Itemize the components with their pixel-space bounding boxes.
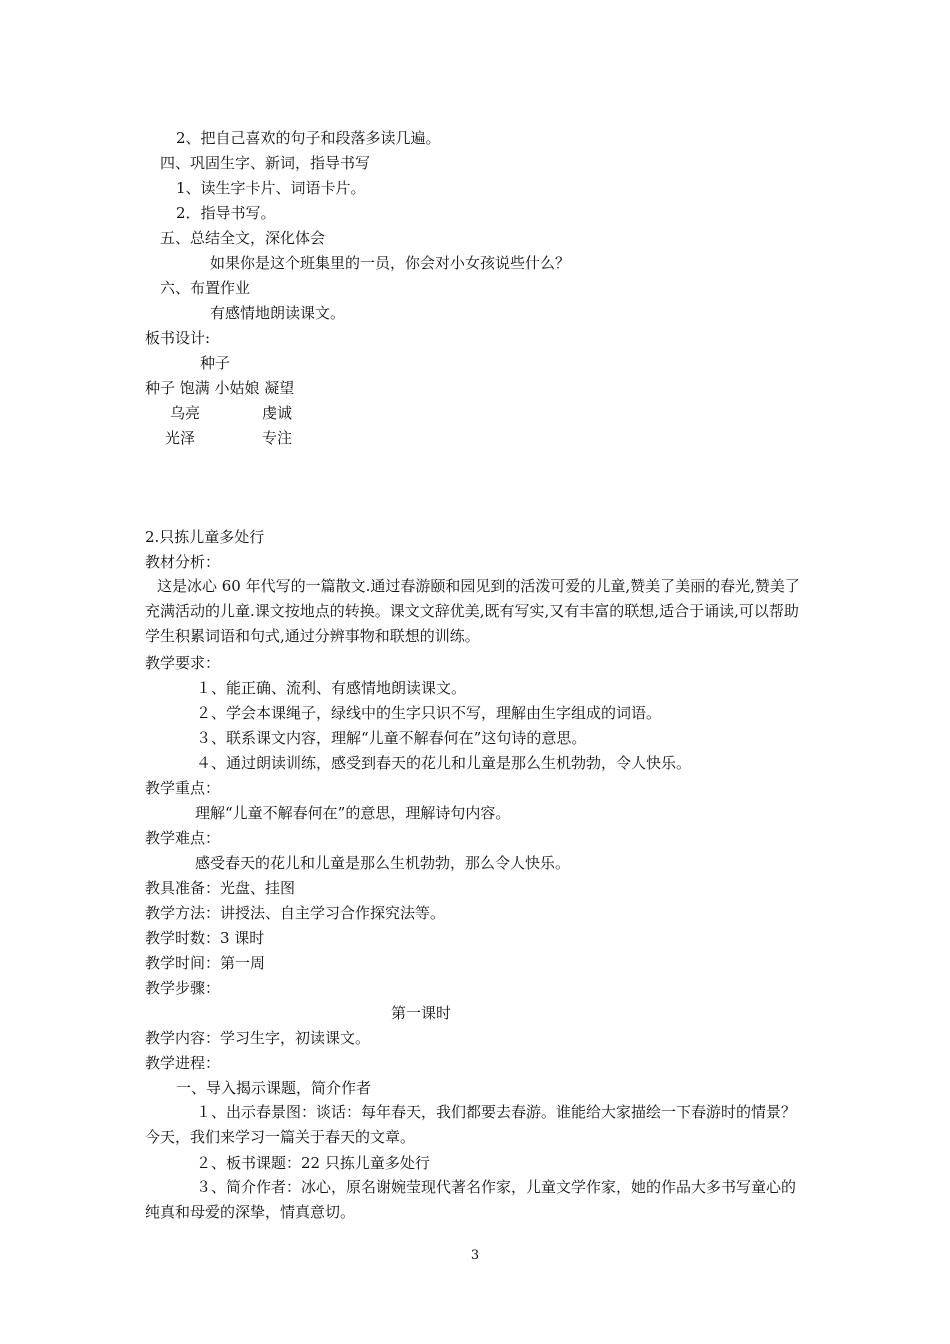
teaching-tools: 教具准备：光盘、挂图 xyxy=(145,879,296,897)
lesson-period-title: 第一课时 xyxy=(391,1004,452,1022)
teaching-method: 教学方法：讲授法、自主学习合作探究法等。 xyxy=(145,904,446,922)
key-point-label: 教学重点： xyxy=(145,779,221,797)
analysis-paragraph: 这是冰心 60 年代写的一篇散文.通过春游颐和园见到的活泼可爱的儿童,赞美了美丽的春光,赞美了充满活动的儿童.课文按地点的转换。课文文辞优美,既有写实,又有丰富的联想,适合于诵读,可以帮助学生积累词语和句式,通过分辨事物和联想的训练。 xyxy=(145,577,800,645)
steps-label: 教学步骤： xyxy=(145,979,221,997)
requirement-item: ２、学会本课绳子，绿线中的生字只识不写，理解由生字组成的词语。 xyxy=(196,704,662,722)
text-line: 有感情地朗读课文。 xyxy=(210,304,346,322)
board-word: 虔诚 xyxy=(262,404,293,422)
board-word: 专注 xyxy=(262,429,293,447)
step-item: ３、简介作者：冰心，原名谢婉莹现代著名作家，儿童文学作家，她的作品大多书写童心的纯真和母爱的深挚，情真意切。 xyxy=(145,1178,797,1221)
board-title: 种子 xyxy=(200,354,231,372)
board-label: 板书设计: xyxy=(145,329,211,347)
text-line: 如果你是这个班集里的一员，你会对小女孩说些什么？ xyxy=(210,254,571,272)
teaching-hours: 教学时数：3 课时 xyxy=(145,929,265,947)
step-heading: 一、导入揭示课题，简介作者 xyxy=(176,1079,372,1097)
text-line: 2．指导书写。 xyxy=(176,204,276,222)
analysis-label: 教材分析： xyxy=(145,553,221,571)
section-heading: 六、布置作业 xyxy=(160,279,251,297)
difficulty-label: 教学难点： xyxy=(145,829,221,847)
process-label: 教学进程： xyxy=(145,1054,221,1072)
text-line: 2、把自己喜欢的句子和段落多读几遍。 xyxy=(176,129,441,147)
difficulty-text: 感受春天的花儿和儿童是那么生机勃勃，那么令人快乐。 xyxy=(195,854,571,872)
board-row: 种子 饱满 小姑娘 凝望 xyxy=(145,379,295,397)
key-point-text: 理解“儿童不解春何在”的意思，理解诗句内容。 xyxy=(195,804,511,822)
board-word: 光泽 xyxy=(165,429,196,447)
page-number: 3 xyxy=(470,1248,480,1263)
teaching-content: 教学内容：学习生字，初读课文。 xyxy=(145,1029,371,1047)
section-heading: 四、巩固生字、新词，指导书写 xyxy=(160,154,371,172)
section-heading: 五、总结全文，深化体会 xyxy=(160,229,326,247)
lesson-title: 2.只拣儿童多处行 xyxy=(145,528,265,546)
requirement-item: １、能正确、流利、有感情地朗读课文。 xyxy=(196,679,467,697)
requirement-item: ３、联系课文内容，理解“儿童不解春何在”这句诗的意思。 xyxy=(196,729,587,747)
requirement-item: ４、通过朗读训练，感受到春天的花儿和儿童是那么生机勃勃，令人快乐。 xyxy=(196,754,692,772)
text-line: 1、读生字卡片、词语卡片。 xyxy=(176,179,366,197)
requirements-label: 教学要求： xyxy=(145,654,221,672)
teaching-time: 教学时间：第一周 xyxy=(145,954,266,972)
step-item: ２、板书课题：22 只拣儿童多处行 xyxy=(196,1154,430,1172)
board-word: 乌亮 xyxy=(170,404,201,422)
step-item: １、出示春景图：谈话：每年春天，我们都要去春游。谁能给大家描绘一下春游时的情景？今天，我们来学习一篇关于春天的文章。 xyxy=(145,1103,797,1146)
